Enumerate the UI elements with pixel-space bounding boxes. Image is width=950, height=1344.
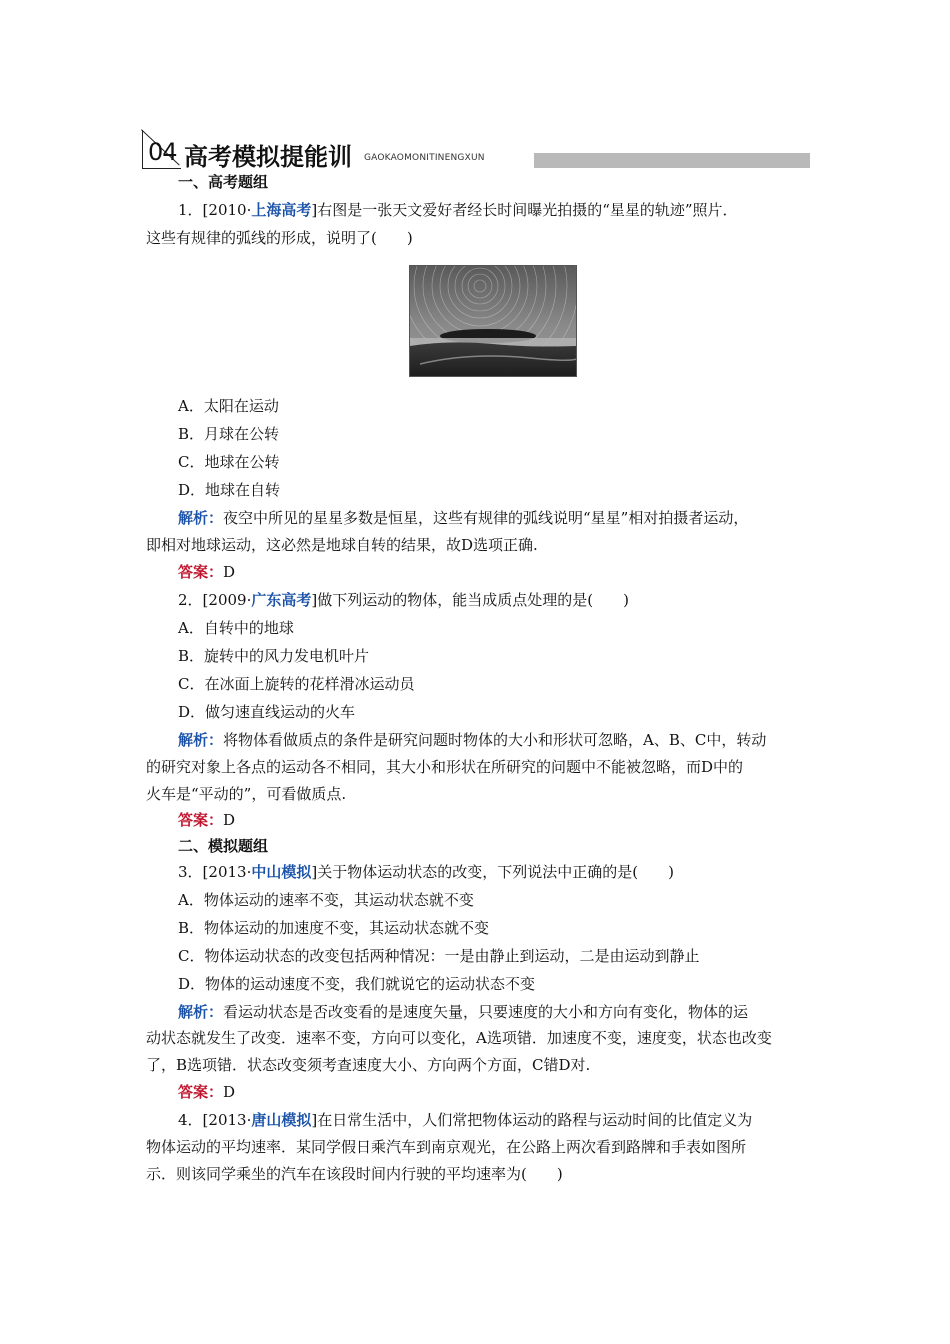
- option-b: B．物体运动的加速度不变，其运动状态就不变: [178, 919, 490, 937]
- option-a: A．太阳在运动: [178, 397, 279, 415]
- banner-subtitle: GAOKAOMONITINENGXUN: [364, 153, 485, 163]
- option-a: A．自转中的地球: [178, 619, 294, 637]
- option-d: D．做匀速直线运动的火车: [178, 703, 356, 721]
- question-3-stem: 3．[2013·中山模拟]关于物体运动状态的改变，下列说法中正确的是( ): [178, 863, 674, 881]
- question-1-stem-cont: 这些有规律的弧线的形成，说明了( ): [146, 229, 413, 247]
- question-source: 中山模拟: [251, 863, 312, 881]
- question-4-stem-cont: 示．则该同学乘坐的汽车在该段时间内行驶的平均速率为( ): [146, 1165, 563, 1183]
- option-c: C．地球在公转: [178, 453, 280, 471]
- analysis-label: 解析：: [178, 1003, 224, 1021]
- analysis: 解析：看运动状态是否改变看的是速度矢量，只要速度的大小和方向有变化，物体的运: [178, 1003, 749, 1021]
- question-source: 唐山模拟: [251, 1111, 312, 1129]
- section-number: 04: [148, 138, 177, 166]
- section-heading: 一、高考题组: [178, 173, 269, 191]
- analysis-cont: 即相对地球运动，这必然是地球自转的结果，故D选项正确.: [146, 536, 538, 554]
- banner-title: 高考模拟提能训: [184, 142, 352, 171]
- analysis-cont: 动状态就发生了改变．速率不变，方向可以变化，A选项错．加速度不变，速度变，状态也改变: [146, 1029, 772, 1047]
- analysis-cont: 火车是“平动的”，可看做质点.: [146, 785, 347, 803]
- banner-bar: [534, 153, 810, 168]
- option-a: A．物体运动的速率不变，其运动状态就不变: [178, 891, 474, 909]
- analysis-label: 解析：: [178, 509, 224, 527]
- section-heading: 二、模拟题组: [178, 837, 269, 855]
- analysis-cont: 了，B选项错．状态改变须考查速度大小、方向两个方面，C错D对.: [146, 1056, 591, 1074]
- analysis: 解析：夜空中所见的星星多数是恒星，这些有规律的弧线说明“星星”相对拍摄者运动，: [178, 509, 749, 527]
- question-4-stem-cont: 物体运动的平均速率．某同学假日乘汽车到南京观光，在公路上两次看到路牌和手表如图所: [146, 1138, 747, 1156]
- option-c: C．物体运动状态的改变包括两种情况：一是由静止到运动，二是由运动到静止: [178, 947, 700, 965]
- star-trails-photo: [409, 265, 577, 377]
- answer: 答案：D: [178, 563, 236, 581]
- section-banner: [142, 126, 810, 170]
- star-trails-image: [410, 266, 576, 376]
- question-2-stem: 2．[2009·广东高考]做下列运动的物体，能当成质点处理的是( ): [178, 591, 629, 609]
- option-b: B．旋转中的风力发电机叶片: [178, 647, 370, 665]
- analysis-cont: 的研究对象上各点的运动各不相同，其大小和形状在所研究的问题中不能被忽略，而D中的: [146, 758, 744, 776]
- option-d: D．地球在自转: [178, 481, 281, 499]
- answer-label: 答案：: [178, 563, 224, 581]
- answer-label: 答案：: [178, 811, 224, 829]
- answer-label: 答案：: [178, 1083, 224, 1101]
- analysis: 解析：将物体看做质点的条件是研究问题时物体的大小和形状可忽略，A、B、C中，转动: [178, 731, 767, 749]
- question-source: 广东高考: [251, 591, 312, 609]
- analysis-label: 解析：: [178, 731, 224, 749]
- question-1-stem: 1．[2010·上海高考]右图是一张天文爱好者经长时间曝光拍摄的“星星的轨迹”照片．: [178, 201, 738, 219]
- answer: 答案：D: [178, 1083, 236, 1101]
- option-d: D．物体的运动速度不变，我们就说它的运动状态不变: [178, 975, 536, 993]
- question-4-stem: 4．[2013·唐山模拟]在日常生活中，人们常把物体运动的路程与运动时间的比值定义为: [178, 1111, 753, 1129]
- option-c: C．在冰面上旋转的花样滑冰运动员: [178, 675, 415, 693]
- answer: 答案：D: [178, 811, 236, 829]
- question-source: 上海高考: [251, 201, 312, 219]
- option-b: B．月球在公转: [178, 425, 280, 443]
